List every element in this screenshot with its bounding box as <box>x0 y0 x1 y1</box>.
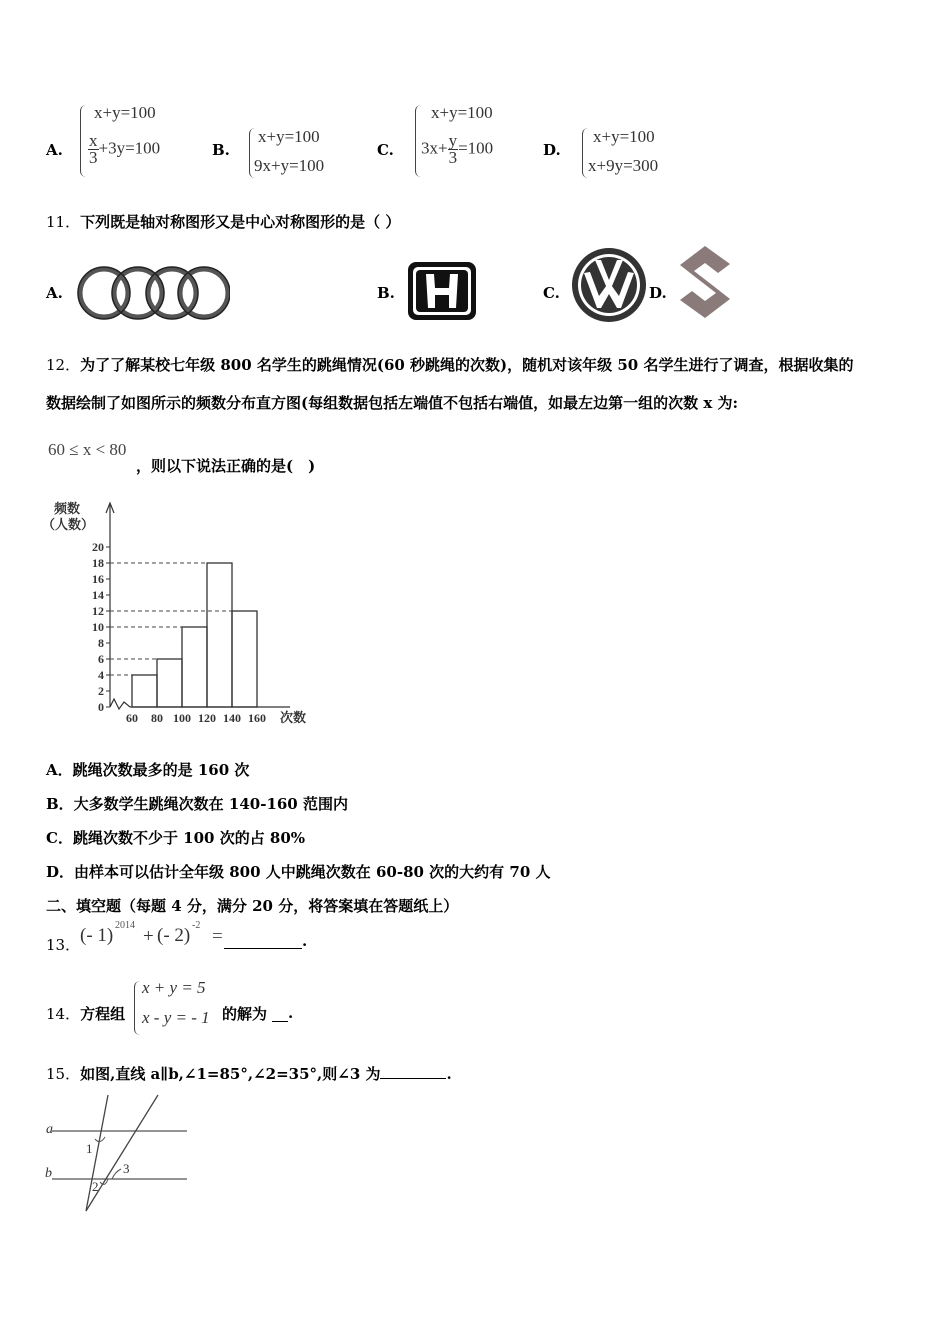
chart-ylabel-line2: （人数） <box>42 517 95 532</box>
q15-number: 15． <box>46 1065 81 1083</box>
histogram-bar <box>232 611 257 707</box>
y-tick-label: 8 <box>98 636 104 650</box>
q12-option-a: A．跳绳次数最多的是 160 次 <box>46 761 250 779</box>
label-line-a: a <box>46 1122 53 1137</box>
q10-option-d-eq1: x+y=100 <box>593 127 655 146</box>
label-line-b: b <box>45 1166 52 1181</box>
section2-heading: 二、填空题（每题 4 分，满分 20 分，将答案填在答题纸上） <box>46 897 459 915</box>
q10-option-c-eq1: x+y=100 <box>431 103 493 122</box>
q11-text: 下列既是轴对称图形又是中心对称图形的是（ ） <box>80 213 401 231</box>
q10-option-a-eq1: x+y=100 <box>94 103 156 122</box>
parallel-lines-figure <box>42 1093 190 1215</box>
q13-answer-blank[interactable] <box>224 931 302 949</box>
q10-option-b-eq1: x+y=100 <box>258 127 320 146</box>
y-tick-label: 16 <box>92 572 104 586</box>
y-tick-label: 12 <box>92 604 104 618</box>
q13-base1: (- 1) <box>80 925 114 946</box>
q14-prefix: 方程组 <box>80 1005 126 1023</box>
q12-stem-line2: 数据绘制了如图所示的频数分布直方图(每组数据包括左端值不包括右端值，如最左边第一组的次数 x 为: <box>46 394 739 412</box>
q14-brace <box>134 981 142 1035</box>
q10-option-a-label: A. <box>46 141 63 159</box>
q13-base2: (- 2) <box>157 925 191 946</box>
y-tick-label: 0 <box>98 700 104 714</box>
label-angle-2: 2 <box>92 1179 99 1194</box>
volkswagen-logo-icon <box>570 246 648 324</box>
y-tick-label: 18 <box>92 556 104 570</box>
y-tick-label: 2 <box>98 684 104 698</box>
q11-option-b-label: B. <box>377 284 395 302</box>
y-tick-label: 20 <box>92 540 104 554</box>
q13-number: 13． <box>46 936 81 954</box>
q11-number: 11． <box>46 213 81 231</box>
frequency-histogram <box>40 495 310 730</box>
x-tick-label: 80 <box>151 711 163 725</box>
q10-option-c-eq2: 3x+ $\frac{y}{3}$ =100 <box>421 131 494 167</box>
q10-option-b-eq2: 9x+y=100 <box>254 156 325 175</box>
q15-text: 如图,直线 a∥b,∠1=85°,∠2=35°,则∠3 为 <box>80 1065 381 1083</box>
label-angle-3: 3 <box>123 1161 130 1176</box>
q13-equals: = <box>212 926 223 947</box>
histogram-bar <box>157 659 182 707</box>
q12-inequality: 60 ≤ x < 80 <box>48 440 127 459</box>
q11-stem <box>46 211 400 232</box>
q14-suffix: 的解为 <box>222 1005 268 1023</box>
histogram-bar <box>182 627 207 707</box>
honda-logo-icon <box>406 260 478 322</box>
q11-option-a-label: A. <box>46 284 63 302</box>
q12-text-line1: 为了了解某校七年级 800 名学生的跳绳情况(60 秒跳绳的次数)，随机对该年级 50 名学生进行了调查，根据收集的 <box>80 356 854 374</box>
q13-end: . <box>302 932 308 950</box>
chart-ylabel-line1: 频数 <box>54 501 81 516</box>
q13-exp2: -2 <box>192 920 201 931</box>
q15-stem <box>46 1063 452 1084</box>
histogram-bar <box>132 675 157 707</box>
x-axis-break <box>110 699 130 709</box>
q10-option-d-label: D. <box>543 141 561 159</box>
q10-option-c-label: C. <box>377 141 394 159</box>
q14 <box>46 975 446 1037</box>
q10-option-a-eq2: $\frac{x}{3}$ +3y=100 <box>89 131 161 167</box>
q11-option-c-label: C. <box>543 284 560 302</box>
x-tick-label: 120 <box>198 711 216 725</box>
q10-option-d-eq2: x+9y=300 <box>588 156 659 175</box>
q12-option-b: B．大多数学生跳绳次数在 140-160 范围内 <box>46 795 348 813</box>
x-tick-label: 160 <box>248 711 266 725</box>
y-tick-label: 6 <box>98 652 104 666</box>
y-tick-label: 14 <box>92 588 104 602</box>
q10-option-b-label: B. <box>212 141 230 159</box>
q12-option-d: D．由样本可以估计全年级 800 人中跳绳次数在 60-80 次的大约有 70 人 <box>46 863 551 881</box>
histogram-bar <box>207 563 232 707</box>
q14-eq2: x - y = - 1 <box>142 1008 210 1027</box>
x-tick-label: 140 <box>223 711 241 725</box>
q15-answer-blank[interactable] <box>380 1063 446 1079</box>
label-angle-1: 1 <box>86 1141 93 1156</box>
q10-options <box>0 95 950 190</box>
q13-plus: + <box>143 926 154 947</box>
q13-exp1: 2014 <box>115 920 135 931</box>
q11-option-d-label: D. <box>649 284 667 302</box>
y-tick-label: 10 <box>92 620 104 634</box>
q14-end: . <box>288 1004 294 1022</box>
suzuki-logo-icon <box>678 244 732 320</box>
q12-number: 12． <box>46 356 81 374</box>
chart-xlabel: 次数 <box>280 710 307 725</box>
x-tick-label: 100 <box>173 711 191 725</box>
q10-option-a-fraction: $\frac{x}{3}$ <box>89 131 98 167</box>
y-tick-label: 4 <box>98 668 104 682</box>
q14-answer-blank[interactable] <box>272 1005 288 1022</box>
q13 <box>46 920 446 956</box>
q12-stem-line3: ，则以下说法正确的是( ) <box>136 457 316 475</box>
q14-number: 14． <box>46 1005 81 1023</box>
q10-option-c-fraction: $\frac{y}{3}$ <box>448 131 458 167</box>
q14-prefix-line <box>46 1003 125 1024</box>
x-tick-label: 60 <box>126 711 138 725</box>
audi-rings-logo-icon <box>76 264 230 322</box>
q14-eq1: x + y = 5 <box>142 978 206 997</box>
q12-stem-line1 <box>46 354 853 375</box>
q12-option-c: C．跳绳次数不少于 100 次的占 80% <box>46 829 306 847</box>
q15-end: . <box>446 1065 452 1083</box>
